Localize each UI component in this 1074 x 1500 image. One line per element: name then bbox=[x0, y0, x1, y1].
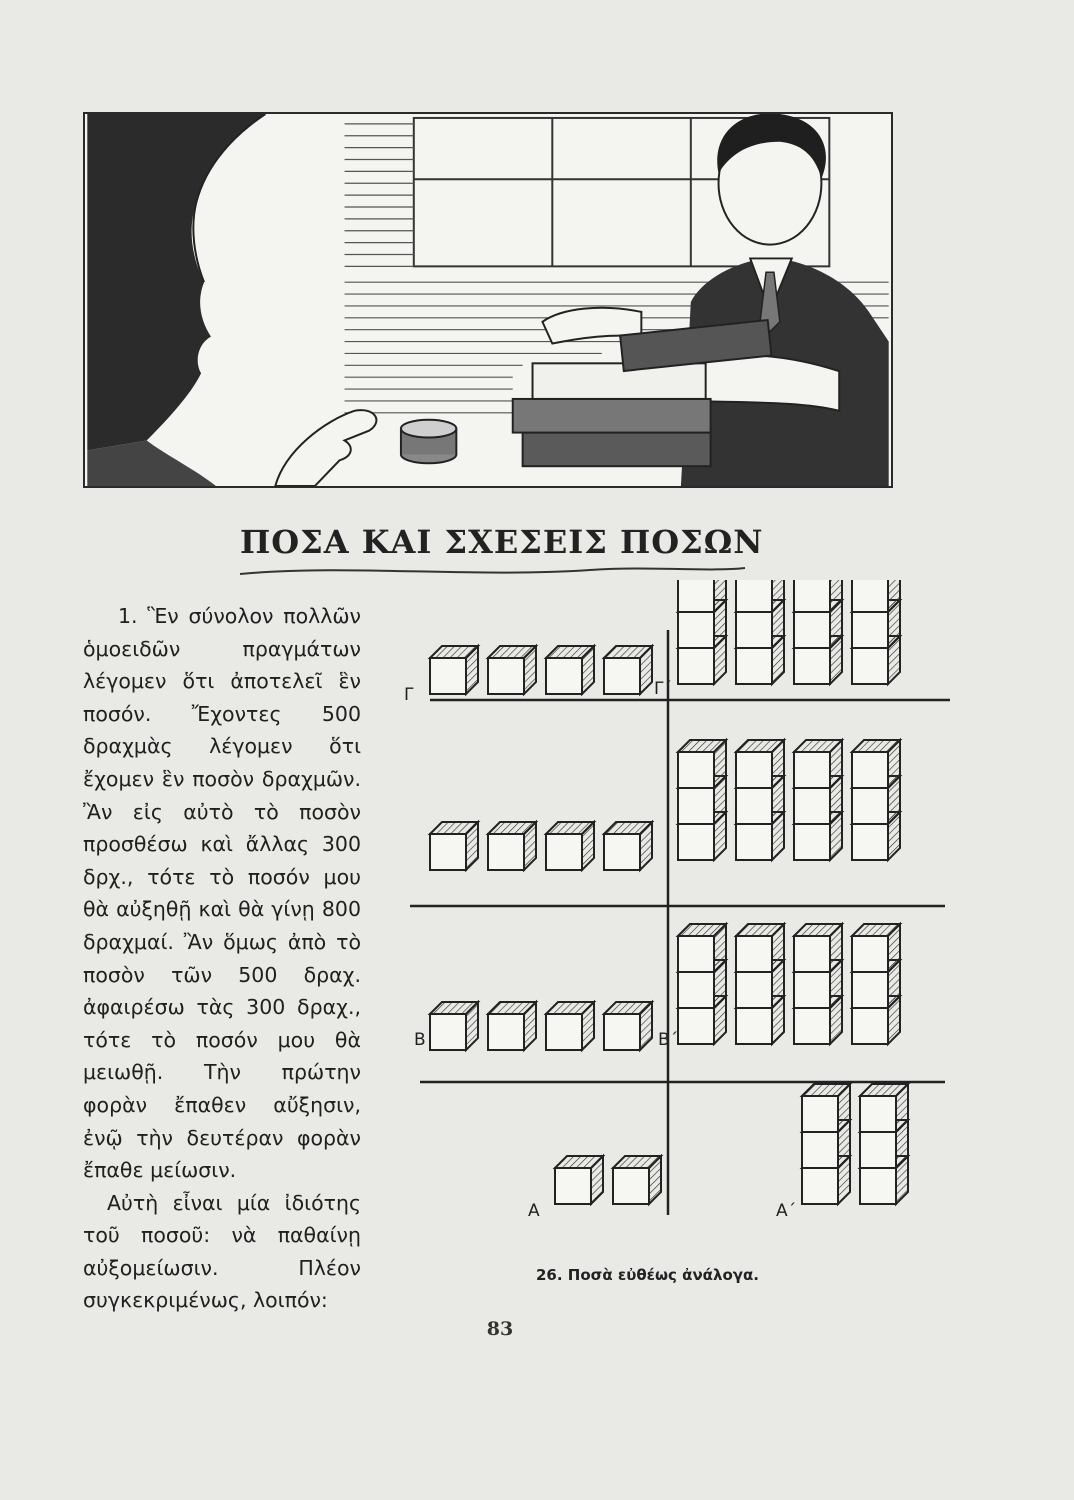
cube-b-left bbox=[430, 1002, 478, 1050]
label-c-prime: Γ΄ bbox=[654, 679, 672, 699]
paragraph-2: Αὐτὴ εἶναι μία ἰδιότης τοῦ ποσοῦ: νὰ παθαίνῃ αὐξομείωσιν. Πλέον συγκεκριμένως, λοιπόν: bbox=[83, 1190, 361, 1313]
paragraph-1: 1. Ἓν σύνολον πολλῶν ὁμοειδῶν πραγμάτων λέγομεν ὅτι ἀποτελεῖ ἓν ποσόν. Ἔχοντες 500 δραχμὰς λέγομεν ὅτι ἔχομεν ἓν ποσὸν δραχμῶν. Ἂν εἰς αὐτὸ τὸ ποσὸν προσθέσω καὶ ἄλλας 300 δρχ., τότε τὸ ποσόν μου θὰ αὐξηθῇ καὶ θὰ γίνῃ 800 δραχμαί. Ἂν ὅμως ἀπὸ τὸ ποσὸν τῶν 500 δραχ. ἀφαιρέσω τὰς 300 δραχ., τότε τὸ ποσόν μου θὰ μειωθῇ. Τὴν πρώτην φορὰν ἔπαθεν αὔξησιν, ἐνῷ τὴν δευτέραν φορὰν ἔπαθε μείωσιν. bbox=[83, 604, 361, 1183]
cube-b-left bbox=[546, 1002, 594, 1050]
cube-c-left bbox=[546, 646, 594, 694]
column-c-right bbox=[794, 580, 842, 612]
cube-b-upper-left bbox=[604, 822, 652, 870]
label-b-prime: Β΄ bbox=[658, 1030, 679, 1050]
column-b-right bbox=[678, 924, 726, 972]
column-b-upper-right bbox=[852, 740, 900, 788]
cube-b-upper-left bbox=[546, 822, 594, 870]
column-b-right bbox=[794, 924, 842, 972]
column-b-upper-right bbox=[794, 740, 842, 788]
column-b-upper-right bbox=[678, 740, 726, 788]
cube-b-upper-left bbox=[430, 822, 478, 870]
cube-a-left bbox=[555, 1156, 603, 1204]
label-c: Γ bbox=[404, 685, 414, 705]
figure-proportional-quantities bbox=[400, 580, 950, 1220]
page-number: 83 bbox=[486, 1318, 514, 1340]
figure-caption: 26. Ποσὰ εὐθέως ἀνάλογα. bbox=[536, 1266, 759, 1284]
label-b: Β bbox=[414, 1030, 426, 1050]
label-a: Α bbox=[528, 1201, 540, 1220]
figure-diagram bbox=[400, 580, 950, 1220]
page-title: ΠΟΣΑ ΚΑΙ ΣΧΕΣΕΙΣ ΠΟΣΩΝ bbox=[240, 523, 764, 561]
label-a-prime: Α΄ bbox=[776, 1201, 797, 1220]
cube-a-left bbox=[613, 1156, 661, 1204]
cube-b-upper-left bbox=[488, 822, 536, 870]
column-b-right bbox=[736, 924, 784, 972]
column-a-right bbox=[802, 1084, 850, 1132]
column-c-right bbox=[736, 580, 784, 612]
cube-c-left bbox=[488, 646, 536, 694]
illustration-books-purchase bbox=[83, 112, 893, 488]
column-b-right bbox=[852, 924, 900, 972]
column-b-upper-right bbox=[736, 740, 784, 788]
column-a-right bbox=[860, 1084, 908, 1132]
column-c-right bbox=[852, 580, 900, 612]
cube-b-left bbox=[604, 1002, 652, 1050]
cube-c-left bbox=[604, 646, 652, 694]
body-text bbox=[83, 600, 361, 1317]
cube-b-left bbox=[488, 1002, 536, 1050]
cube-c-left bbox=[430, 646, 478, 694]
student-buying-books-icon bbox=[85, 114, 891, 486]
column-c-right bbox=[678, 580, 726, 612]
